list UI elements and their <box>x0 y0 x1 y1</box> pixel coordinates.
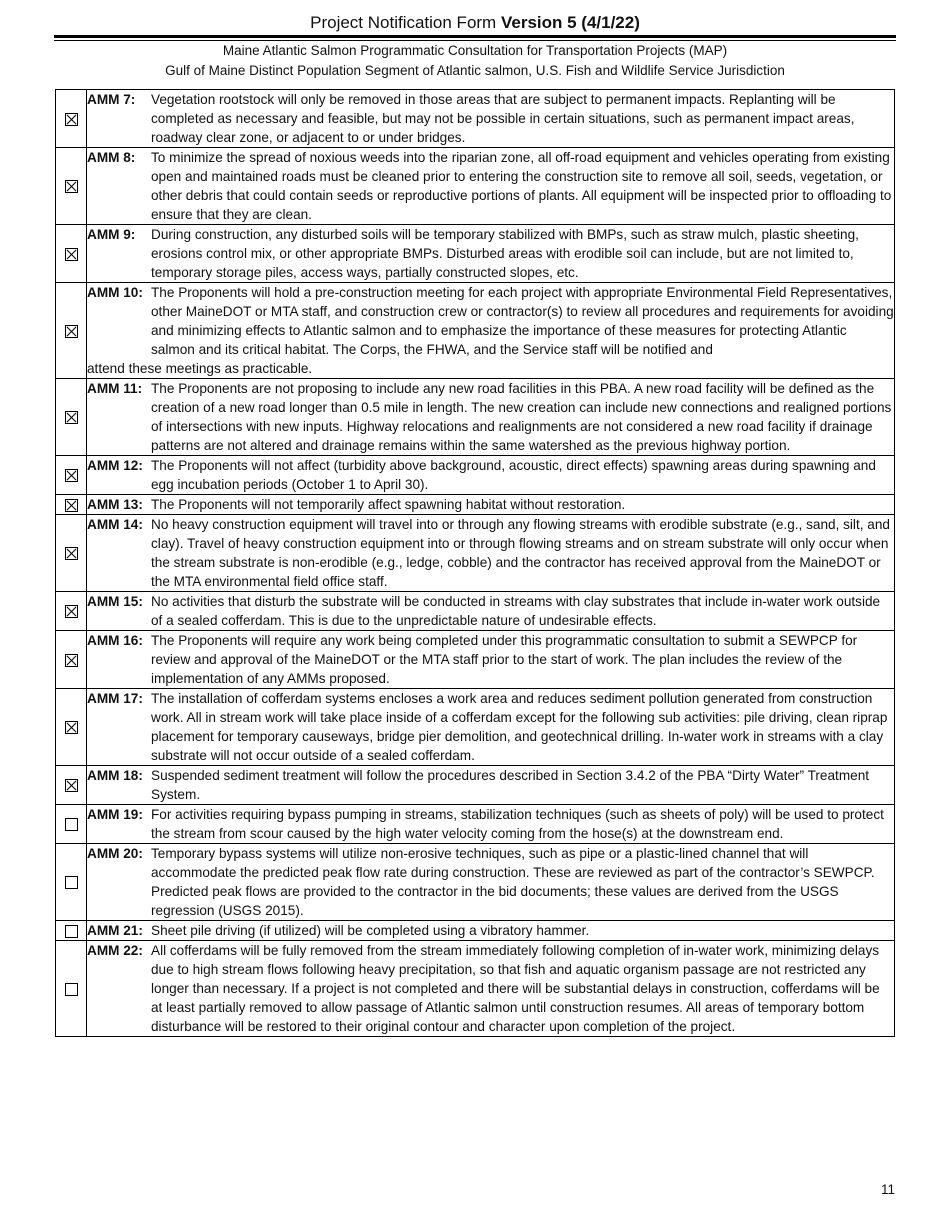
checked-checkbox[interactable] <box>65 499 78 512</box>
amm-entry <box>87 515 894 591</box>
amm-row <box>56 148 895 225</box>
amm-description: Suspended sediment treatment will follow the procedures described in Section 3.4.2 of the PBA “Dirty Water” Treatment System. <box>151 768 870 802</box>
checked-checkbox[interactable] <box>65 469 78 482</box>
amm-row <box>56 456 895 495</box>
checkbox-cell <box>56 844 87 921</box>
amm-row <box>56 495 895 515</box>
amm-row <box>56 515 895 592</box>
checkbox-cell <box>56 689 87 766</box>
amm-row <box>56 631 895 689</box>
amm-entry <box>87 283 894 359</box>
amm-description: Sheet pile driving (if utilized) will be completed using a vibratory hammer. <box>151 923 590 938</box>
amm-label: AMM 7: <box>87 92 136 107</box>
checkbox-cell <box>56 515 87 592</box>
amm-label: AMM 19: <box>87 807 143 822</box>
checkbox-cell <box>56 283 87 379</box>
amm-entry <box>87 844 894 920</box>
amm-label: AMM 14: <box>87 517 143 532</box>
amm-row <box>56 225 895 283</box>
amm-row <box>56 90 895 148</box>
amm-description-tail: attend these meetings as practicable. <box>87 361 313 376</box>
amm-description: Temporary bypass systems will utilize non-erosive techniques, such as pipe or a plastic-lined channel that will accommodate the predicted peak flow rate during construction. These are reviewed as part of the contractor’s SEWPCP. Predicted peak flows are provided to the contractor in the bid documents; these values are derived from the USGS regression (USGS 2015). <box>151 846 875 918</box>
amm-description: For activities requiring bypass pumping in streams, stabilization techniques (such as sheets of poly) will be used to protect the stream from scour caused by the high water velocity coming from the hose(s) at the downstream end. <box>151 807 884 841</box>
checked-checkbox[interactable] <box>65 605 78 618</box>
amm-description: The installation of cofferdam systems encloses a work area and reduces sediment pollution generated from construction work. All in stream work will take place inside of a cofferdam except for the following sub activities: pile driving, clean riprap placement for temporary causeways, bridge pier demolition, and geotechnical drilling. In-water work in streams with a clay substrate will not occur outside of a sealed cofferdam. <box>151 691 888 763</box>
amm-entry <box>87 90 894 147</box>
amm-row <box>56 283 895 379</box>
checkbox-cell <box>56 90 87 148</box>
checked-checkbox[interactable] <box>65 180 78 193</box>
checkbox-cell <box>56 805 87 844</box>
amm-description: The Proponents will not affect (turbidity above background, acoustic, direct effects) spawning areas during spawning and egg incubation periods (October 1 to April 30). <box>151 458 876 492</box>
amm-entry <box>87 805 894 843</box>
checked-checkbox[interactable] <box>65 547 78 560</box>
checked-checkbox[interactable] <box>65 248 78 261</box>
amm-description: Vegetation rootstock will only be removed in those areas that are subject to permanent impacts. Replanting will be completed as necessary and feasible, but may not be possible in certain situations, such as permanent impact areas, roadway clear zone, or adjacent to or under bridges. <box>151 92 855 145</box>
amm-text-cell <box>87 90 895 148</box>
amm-label: AMM 20: <box>87 846 143 861</box>
unchecked-checkbox[interactable] <box>65 925 78 938</box>
checked-checkbox[interactable] <box>65 779 78 792</box>
checkbox-cell <box>56 921 87 941</box>
amm-entry <box>87 631 894 688</box>
checkbox-cell <box>56 148 87 225</box>
amm-entry <box>87 592 894 630</box>
amm-description: The Proponents will hold a pre-construction meeting for each project with appropriate Environmental Field Representatives, other MaineDOT or MTA staff, and construction crew or contractor(s) to review all procedures and requirements for avoiding and minimizing effects to Atlantic salmon and to emphasize the importance of these measures for protecting Atlantic salmon and its critical habitat. The Corps, the FHWA, and the Service staff will be notified and <box>151 285 894 357</box>
page-number: 11 <box>880 1182 895 1197</box>
amm-entry <box>87 941 894 1036</box>
amm-text-cell <box>87 805 895 844</box>
amm-label: AMM 10: <box>87 285 143 300</box>
amm-description: During construction, any disturbed soils will be temporary stabilized with BMPs, such as straw mulch, plastic sheeting, erosions control mix, or other appropriate BMPs. Disturbed areas with erodible soil can include, but are not limited to, temporary storage piles, access ways, partially constructed slopes, etc. <box>151 227 859 280</box>
amm-description: All cofferdams will be fully removed from the stream immediately following completion of in-water work, minimizing delays due to high stream flows following heavy precipitation, so that fish and aquatic organism passage are not restricted any longer than necessary. If a project is not completed and there will be substantial delays in construction, cofferdams will be at least partially removed to allow passage of Atlantic salmon until construction resumes. All areas of temporary bottom disturbance will be restored to their original contour and character upon completion of the project. <box>151 943 880 1034</box>
amm-label: AMM 8: <box>87 150 136 165</box>
amm-label: AMM 17: <box>87 691 143 706</box>
amm-description: The Proponents will not temporarily affect spawning habitat without restoration. <box>151 497 626 512</box>
amm-row <box>56 844 895 921</box>
amm-text-cell <box>87 844 895 921</box>
checked-checkbox[interactable] <box>65 411 78 424</box>
subtitle-map: Maine Atlantic Salmon Programmatic Consultation for Transportation Projects (MAP) <box>222 43 728 58</box>
checked-checkbox[interactable] <box>65 113 78 126</box>
amm-label: AMM 13: <box>87 497 143 512</box>
subtitle-jurisdiction: Gulf of Maine Distinct Population Segment of Atlantic salmon, U.S. Fish and Wildlife Service Jurisdiction <box>165 63 785 78</box>
amm-row <box>56 766 895 805</box>
amm-text-cell <box>87 515 895 592</box>
amm-text-cell <box>87 941 895 1037</box>
amm-description: No heavy construction equipment will travel into or through any flowing streams with erodible substrate (e.g., sand, silt, and clay). Travel of heavy construction equipment into or through flowing streams and on stream substrate will only occur when the stream substrate is non-erodible (e.g., ledge, cobble) and the contractor has received approval from the MaineDOT or the MTA environmental field office staff. <box>151 517 890 589</box>
amm-label: AMM 21: <box>87 923 143 938</box>
amm-entry <box>87 225 894 282</box>
form-version: Version 5 (4/1/22) <box>500 13 640 32</box>
amm-entry <box>87 495 894 514</box>
amm-text-cell <box>87 766 895 805</box>
amm-row <box>56 805 895 844</box>
checkbox-cell <box>56 456 87 495</box>
amm-label: AMM 15: <box>87 594 143 609</box>
checked-checkbox[interactable] <box>65 654 78 667</box>
checkbox-cell <box>56 941 87 1037</box>
amm-entry <box>87 456 894 494</box>
amm-text-cell <box>87 495 895 515</box>
form-title-text: Project Notification Form <box>310 13 497 32</box>
amm-entry <box>87 379 894 455</box>
checkbox-cell <box>56 225 87 283</box>
header-rule-thin <box>54 40 896 41</box>
checkbox-cell <box>56 631 87 689</box>
amm-label: AMM 12: <box>87 458 143 473</box>
amm-label: AMM 18: <box>87 768 143 783</box>
amm-entry <box>87 921 894 940</box>
amm-entry <box>87 689 894 765</box>
checkbox-cell <box>56 495 87 515</box>
unchecked-checkbox[interactable] <box>65 983 78 996</box>
amm-row <box>56 941 895 1037</box>
amm-label: AMM 9: <box>87 227 136 242</box>
amm-text-cell <box>87 592 895 631</box>
amm-description: The Proponents are not proposing to include any new road facilities in this PBA. A new road facility will be defined as the creation of a new road longer than 0.5 mile in length. The new creation can include new connections and realigned portions of intersections with new inputs. Highway relocations and realignments are not considered a new road facility if drainage patterns are not altered and drainage remains within the same watershed as the previous highway portion. <box>151 381 892 453</box>
amm-text-cell <box>87 631 895 689</box>
amm-text-cell <box>87 921 895 941</box>
amm-text-cell <box>87 689 895 766</box>
form-title <box>0 12 950 34</box>
amm-label: AMM 11: <box>87 381 143 396</box>
amm-text-cell <box>87 225 895 283</box>
amm-row <box>56 592 895 631</box>
checked-checkbox[interactable] <box>65 721 78 734</box>
amm-text-cell <box>87 283 895 379</box>
amm-table <box>55 89 895 1037</box>
amm-label: AMM 16: <box>87 633 143 648</box>
amm-entry <box>87 766 894 804</box>
amm-description: No activities that disturb the substrate will be conducted in streams with clay substrates that include in-water work outside of a sealed cofferdam. This is due to the unpredictable nature of undesirable effects. <box>151 594 881 628</box>
checked-checkbox[interactable] <box>65 325 78 338</box>
amm-entry <box>87 148 894 224</box>
checkbox-cell <box>56 592 87 631</box>
amm-text-cell <box>87 456 895 495</box>
amm-row <box>56 689 895 766</box>
unchecked-checkbox[interactable] <box>65 876 78 889</box>
checkbox-cell <box>56 379 87 456</box>
amm-description: To minimize the spread of noxious weeds into the riparian zone, all off-road equipment and vehicles operating from existing open and maintained roads must be cleaned prior to entering the construction site to remove all soil, seeds, vegetation, or other debris that could contain seeds or reproductive portions of plants. All equipment will be inspected prior to offloading to ensure that they are clean. <box>151 150 892 222</box>
amm-row <box>56 921 895 941</box>
header-rule-thick <box>54 35 896 38</box>
amm-text-cell <box>87 148 895 225</box>
amm-description: The Proponents will require any work being completed under this programmatic consultation to submit a SEWPCP for review and approval of the MaineDOT or the MTA staff prior to the start of work. The plan includes the review of the implementation of any AMMs proposed. <box>151 633 858 686</box>
amm-text-cell <box>87 379 895 456</box>
unchecked-checkbox[interactable] <box>65 818 78 831</box>
checkbox-cell <box>56 766 87 805</box>
amm-row <box>56 379 895 456</box>
amm-label: AMM 22: <box>87 943 143 958</box>
